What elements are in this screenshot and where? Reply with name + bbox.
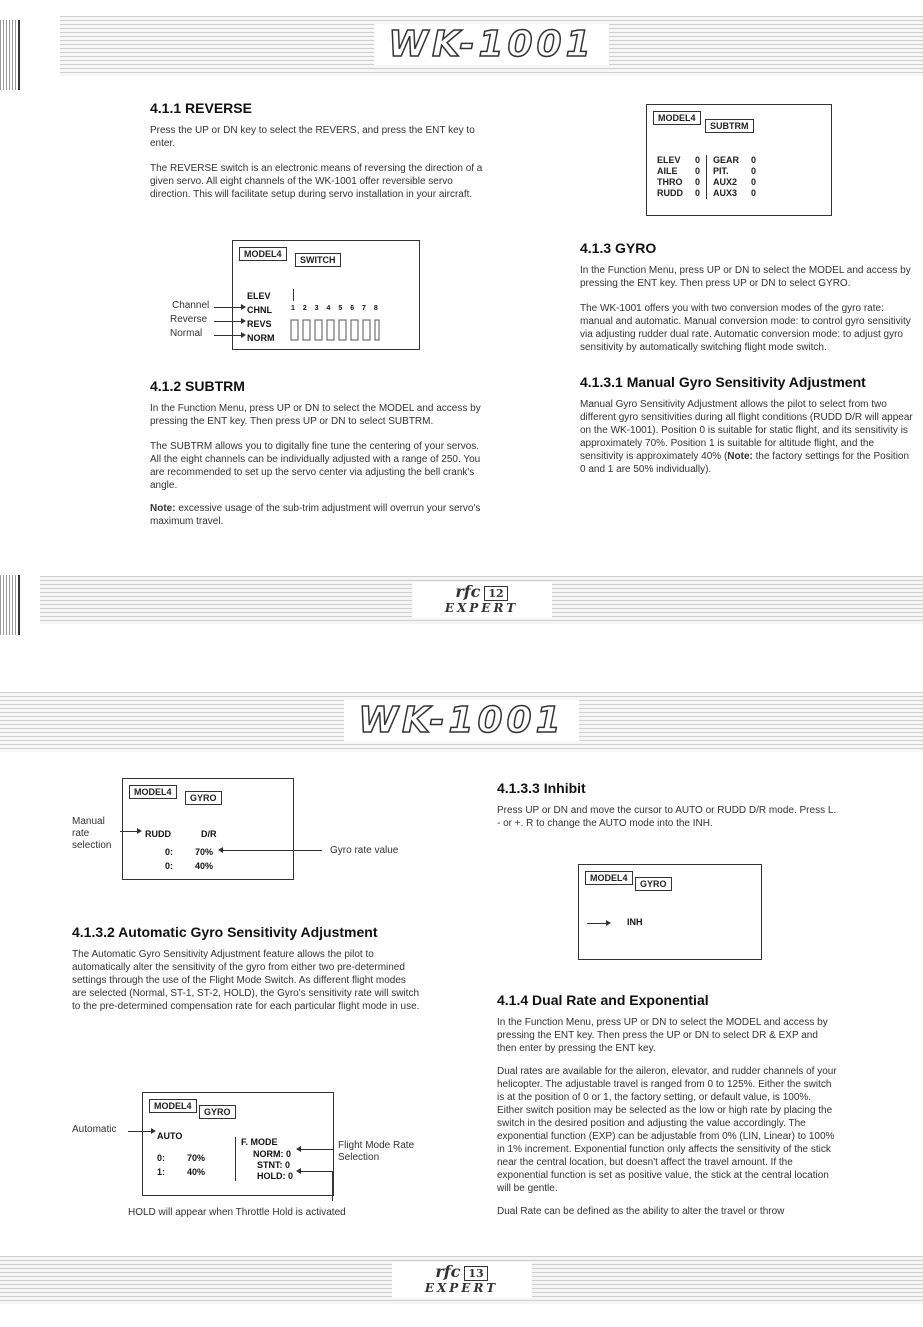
footer-band [0, 1256, 923, 1304]
table-row: ELEV 0 GEAR 0 [657, 155, 757, 165]
manual-page-13 [0, 688, 923, 1327]
subtrm-p2: The SUBTRM allows you to digitally fine tune the centering of your servos. All the eight channels can be individually adjusted with a range of 250. You are recommended to set up the servo center via adjusting the bell crank's angle. [150, 441, 481, 491]
lcd-stnt: STNT: 0 [257, 1160, 291, 1170]
lcd-tab-subtrm: SUBTRM [705, 119, 754, 133]
pointer-line [214, 307, 242, 308]
cursor-arrow [587, 923, 607, 924]
lcd-tab-gyro: GYRO [635, 877, 672, 891]
label-hold: HOLD will appear when Throttle Hold is activated [128, 1207, 346, 1218]
subtrm-heading: 4.1.2 SUBTRM [150, 378, 245, 394]
auto-gyro-section [72, 924, 420, 1013]
lcd-row0-label: 0: [165, 847, 174, 857]
lcd-row1-value: 40% [195, 861, 214, 871]
gyro-p1: In the Function Menu, press UP or DN to select the MODEL and access by pressing the ENT key. Then press UP or DN to select GYRO. [580, 265, 911, 289]
table-row: RUDD 0 AUX3 0 [657, 188, 757, 198]
lcd-row1-value: 40% [187, 1167, 206, 1177]
reverse-p2: The REVERSE switch is an electronic means of reversing the direction of a given servo. All eight channels of the WK-1001 offer reversible servo direction. This will facilitate setup during servo installation in your aircraft. [150, 163, 483, 200]
subtrm-note: Note: excessive usage of the sub-trim adjustment will overrun your servo's maximum travel. [150, 503, 481, 527]
auto-gyro-p1: The Automatic Gyro Sensitivity Adjustment feature allows the pilot to automatically alter the sensitivity of the gyro from either two pre-determined settings through the use of the Flight Mode Switch. As different flight modes are selected (Normal, ST-1, ST-2, HOLD), the Gyro's sensitivity rate will switch to the pre-determined compensation rate for each particular flight mode in use. [72, 949, 420, 1012]
dual-rate-p1: In the Function Menu, press UP or DN to select the MODEL and access by pressing the ENT key. Then press the UP or DN to select DR & EXP and then enter by pressing the ENT key. [497, 1017, 828, 1054]
lcd-row0-value: 70% [187, 1153, 206, 1163]
footer-logo: rfc 13 EXPERT [392, 1262, 532, 1298]
channel-switches [290, 319, 380, 348]
inhibit-lcd [578, 864, 762, 960]
pointer-line [214, 321, 242, 322]
divider [235, 1137, 236, 1181]
lcd-tab-model: MODEL4 [149, 1099, 197, 1113]
lcd-row0-label: 0: [157, 1153, 166, 1163]
left-column [150, 100, 492, 201]
binding-edge [0, 20, 20, 90]
lcd-row0-value: 70% [195, 847, 214, 857]
pointer-line [120, 831, 138, 832]
subtrm-section [150, 378, 492, 528]
header-band [60, 16, 923, 76]
pointer-line [300, 1171, 332, 1172]
lcd-channel-numbers: 1 2 3 4 5 6 7 8 [291, 305, 381, 312]
page-number: 13 [464, 1266, 487, 1281]
label-gyro-rate: Gyro rate value [330, 845, 399, 856]
gyro-heading: 4.1.3 GYRO [580, 240, 657, 256]
lcd-chnl: CHNL [247, 305, 272, 315]
lcd-tab-switch: SWITCH [295, 253, 341, 267]
reverse-heading: 4.1.1 REVERSE [150, 100, 252, 116]
manual-gyro-p1: Manual Gyro Sensitivity Adjustment allows the pilot to select from two different gyro sensitivities during all flight conditions (RUDD D/R will appear on the WK-1001). Position 0 is suitable for static flight, and its sensitivity is approximately 70%. Position 1 is suitable for altitude flight, and the sensitivity is approximately 40% (Note: the factory settings for the Position 0 and 1 are 50% individually). [580, 399, 913, 475]
lcd-revs: REVS [247, 319, 272, 329]
dual-rate-heading: 4.1.4 Dual Rate and Exponential [497, 992, 709, 1008]
subtrm-lcd [646, 104, 832, 216]
cursor-arrow [293, 289, 294, 301]
lcd-norm: NORM: 0 [253, 1149, 291, 1159]
gyro-lcd [122, 778, 294, 880]
lcd-row1-label: 0: [165, 861, 174, 871]
lcd-tab-model: MODEL4 [129, 785, 177, 799]
lcd-dr: D/R [201, 829, 217, 839]
inhibit-p1: Press UP or DN and move the cursor to AUTO or RUDD D/R mode. Press L. - or +. R to change the AUTO mode into the INH. [497, 805, 837, 829]
binding-edge [0, 575, 20, 635]
dual-rate-section [497, 992, 837, 1218]
manual-gyro-heading: 4.1.3.1 Manual Gyro Sensitivity Adjustment [580, 374, 866, 390]
lcd-auto: AUTO [157, 1131, 183, 1141]
subtrm-table [651, 155, 762, 199]
lcd-inh: INH [627, 917, 643, 927]
gyro-p2: The WK-1001 offers you with two conversion modes of the gyro rate: manual and automatic. Manual conversion mode: to control gyro sensitivity via adjusting rudder dual rate. Automatic conversion mode: to adjust gyro sensitivity by automatically switching flight mode switch. [580, 303, 911, 353]
table-row: THRO 0 AUX2 0 [657, 177, 757, 187]
pointer-line [128, 1131, 152, 1132]
label-normal: Normal [170, 328, 203, 339]
inhibit-section [497, 780, 837, 830]
footer-logo: rfc 12 EXPERT [412, 582, 552, 618]
table-row: AILE 0 PIT. 0 [657, 166, 757, 176]
lcd-fmode: F. MODE [241, 1137, 278, 1147]
label-channel: Channel [172, 300, 210, 311]
pointer-line [214, 335, 242, 336]
subtrm-p1: In the Function Menu, press UP or DN to select the MODEL and access by pressing the ENT key. Then press UP or DN to select SUBTRM. [150, 403, 481, 427]
right-column [580, 240, 914, 476]
label-flight-mode: Flight Mode Rate Selection [338, 1140, 415, 1163]
lcd-tab-model: MODEL4 [585, 871, 633, 885]
lcd-rudd: RUDD [145, 829, 171, 839]
header-band [0, 692, 923, 752]
lcd-hold: HOLD: 0 [257, 1171, 293, 1181]
pointer-line [222, 850, 322, 851]
manual-page-12 [0, 0, 923, 636]
brand-title: WK-1001 [0, 700, 923, 741]
lcd-norm: NORM [247, 333, 275, 343]
reverse-p1: Press the UP or DN key to select the REVERS, and press the ENT key to enter. [150, 125, 475, 149]
lcd-row1-label: 1: [157, 1167, 166, 1177]
footer-band [40, 576, 923, 624]
lcd-tab-model: MODEL4 [239, 247, 287, 261]
label-automatic: Automatic [72, 1124, 117, 1135]
page-number: 12 [484, 586, 507, 601]
dual-rate-p2: Dual rates are available for the aileron, elevator, and rudder channels of your helicopter. The adjustable travel is ranged from 0 to 125%. Either the switch is at the position of 0 or 1, the factory setting, or default value, is 100%. Either switch position may be selected as the low or high rate by placing the switch in the desired position and adjusting the value accordingly. The exponential function (EXP) can be adjustable from 0% (LIN, Linear) to 100% in 1% increment. Exponential function only affects the sensitivity of the stick near the central location, but doesn't affect the travel amount. If the exponential function is set as positive value, the stick at the central location will be gentle. [497, 1066, 837, 1194]
reverse-lcd [232, 240, 420, 350]
auto-gyro-lcd [142, 1092, 334, 1196]
inhibit-heading: 4.1.3.3 Inhibit [497, 780, 586, 796]
lcd-elev: ELEV [247, 291, 271, 301]
auto-gyro-heading: 4.1.3.2 Automatic Gyro Sensitivity Adjustment [72, 924, 378, 940]
lcd-tab-model: MODEL4 [653, 111, 701, 125]
brand-title: WK-1001 [60, 24, 923, 65]
label-manual-rate: Manual rate selection [72, 816, 112, 851]
lcd-tab-gyro: GYRO [185, 791, 222, 805]
pointer-line [332, 1171, 333, 1201]
label-reverse: Reverse [170, 314, 208, 325]
dual-rate-p3: Dual Rate can be defined as the ability to alter the travel or throw [497, 1206, 785, 1217]
lcd-tab-gyro: GYRO [199, 1105, 236, 1119]
pointer-line [300, 1149, 334, 1150]
